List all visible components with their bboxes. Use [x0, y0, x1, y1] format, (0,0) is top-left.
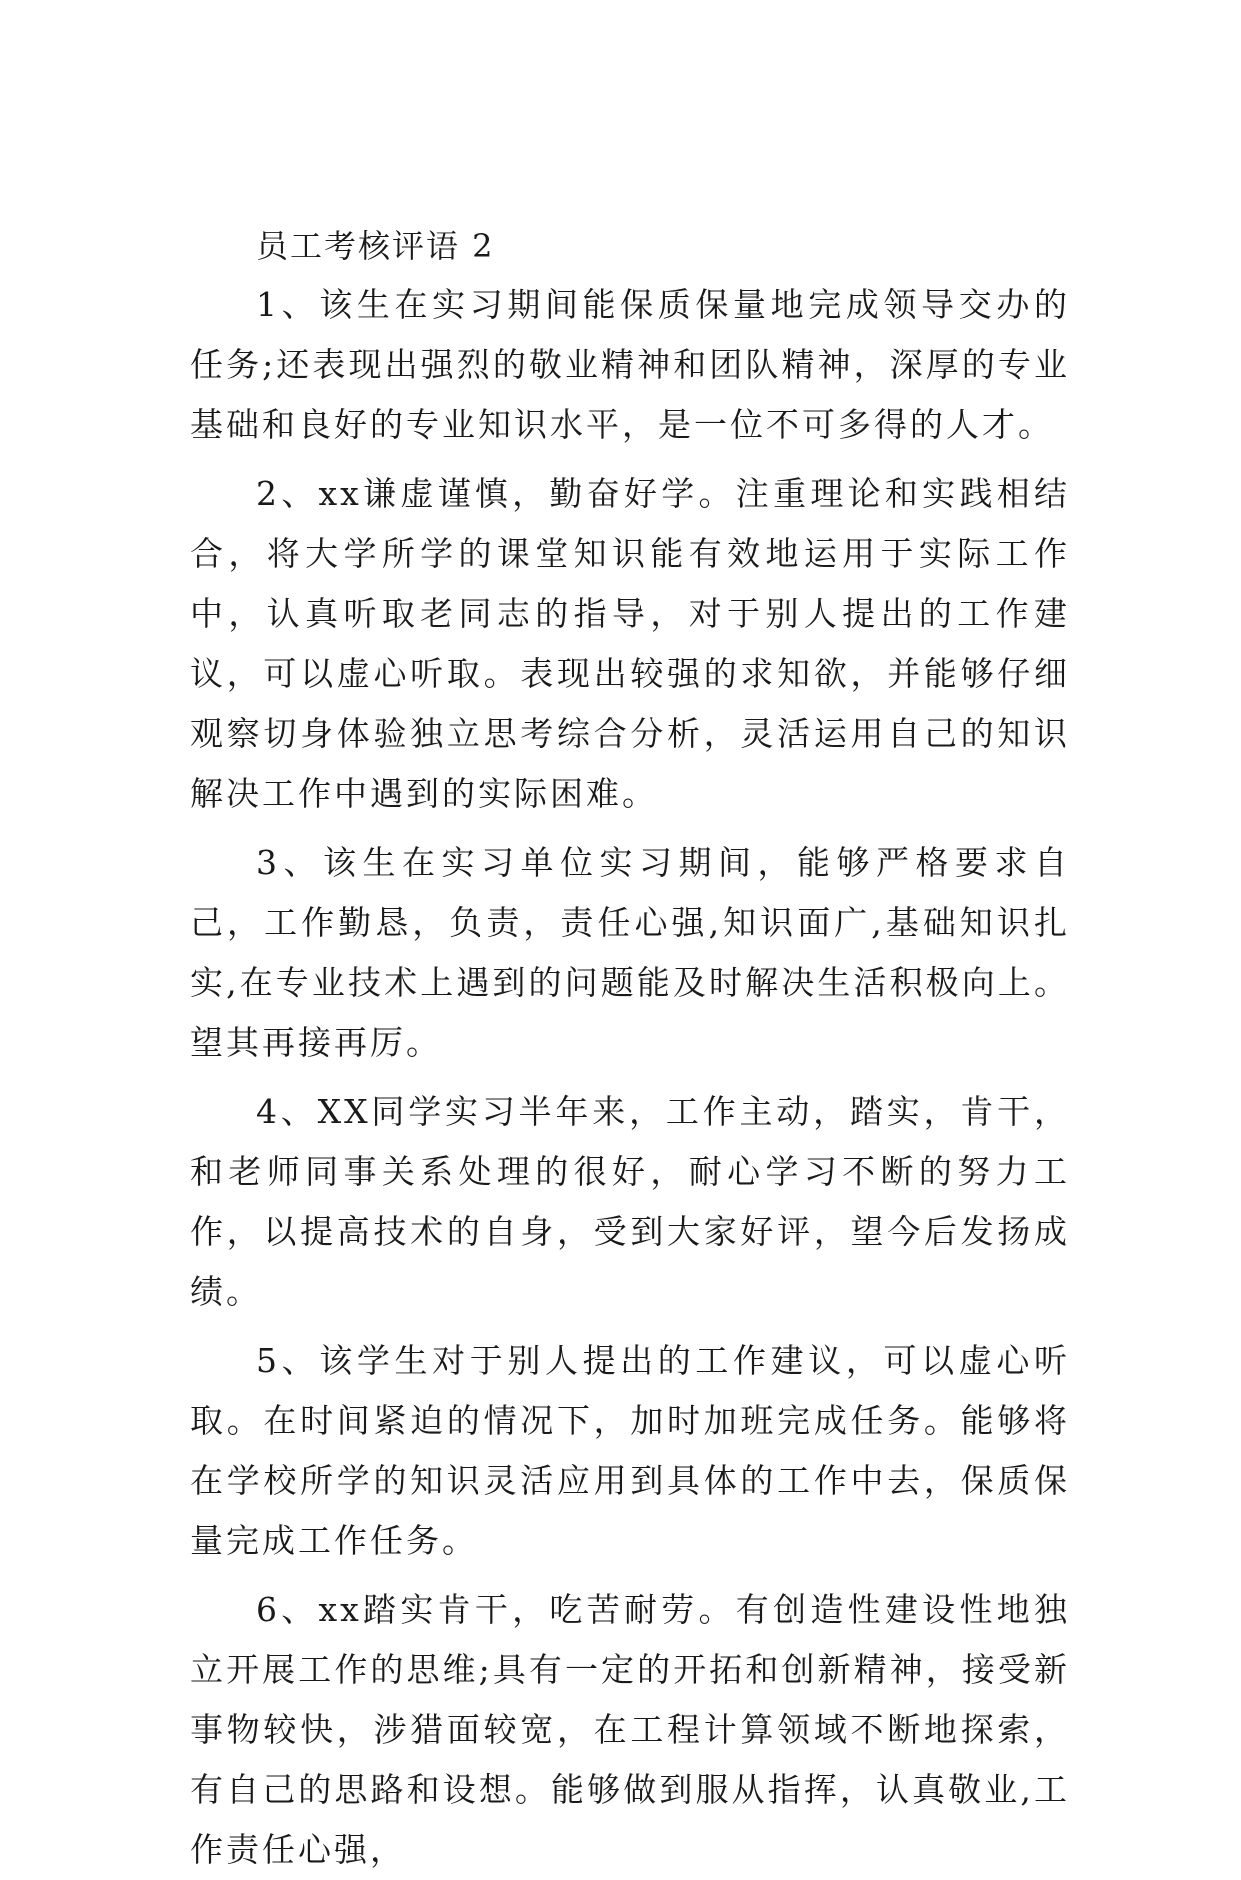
document-title: 员工考核评语 2 [256, 227, 495, 265]
document-body [190, 275, 1070, 1880]
paragraph-6: 6、xx踏实肯干，吃苦耐劳。有创造性建设性地独立开展工作的思维;具有一定的开拓和创新精神，接受新事物较快，涉猎面较宽，在工程计算领域不断地探索，有自己的思路和设想。能够做到服从指挥，认真敬业,工作责任心强， [190, 1590, 1070, 1869]
paragraph-3: 3、该生在实习单位实习期间，能够严格要求自己，工作勤恳，负责，责任心强,知识面广,基础知识扎实,在专业技术上遇到的问题能及时解决生活积极向上。望其再接再厉。 [190, 843, 1070, 1062]
paragraph-2: 2、xx谦虚谨慎，勤奋好学。注重理论和实践相结合，将大学所学的课堂知识能有效地运用于实际工作中，认真听取老同志的指导，对于别人提出的工作建议，可以虚心听取。表现出较强的求知欲，并能够仔细观察切身体验独立思考综合分析，灵活运用自己的知识解决工作中遇到的实际困难。 [190, 474, 1070, 813]
paragraph-5: 5、该学生对于别人提出的工作建议，可以虚心听取。在时间紧迫的情况下，加时加班完成任务。能够将在学校所学的知识灵活应用到具体的工作中去，保质保量完成工作任务。 [190, 1341, 1070, 1560]
paragraph-1: 1、该生在实习期间能保质保量地完成领导交办的任务;还表现出强烈的敬业精神和团队精神，深厚的专业基础和良好的专业知识水平，是一位不可多得的人才。 [190, 285, 1070, 444]
paragraph-4: 4、XX同学实习半年来，工作主动，踏实，肯干，和老师同事关系处理的很好，耐心学习不断的努力工作，以提高技术的自身，受到大家好评，望今后发扬成绩。 [190, 1092, 1070, 1311]
